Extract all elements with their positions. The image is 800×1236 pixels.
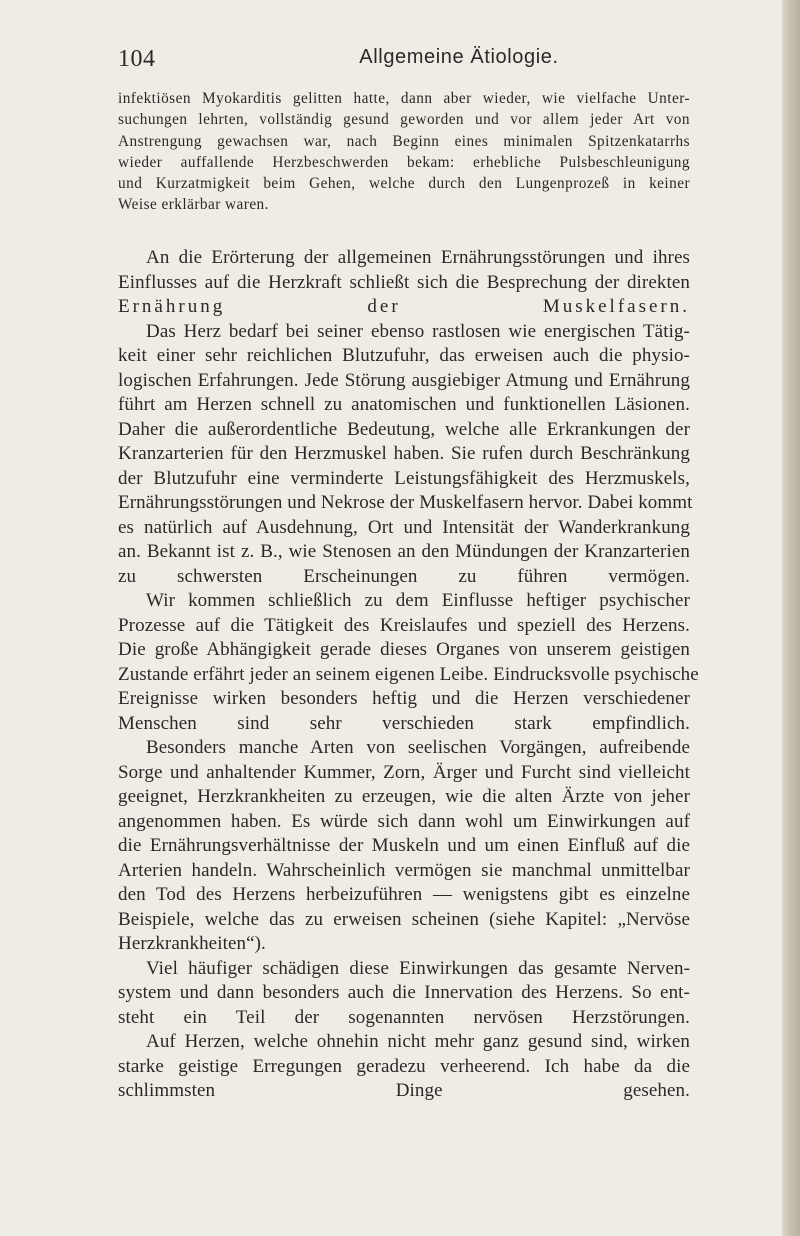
body-text	[118, 246, 699, 1104]
text-line: angenommen haben. Es würde sich dann wohl um Einwirkungen auf	[118, 810, 690, 832]
text-line: den Tod des Herzens herbeizuführen — wenigstens gibt es einzelne	[118, 884, 690, 905]
text-line: suchungen lehrten, vollständig gesund geworden und vor allem jeder Art von	[118, 111, 690, 129]
text-line: Die große Abhängigkeit gerade dieses Organes von unserem geistigen	[118, 639, 690, 660]
intro-small-print	[118, 88, 690, 216]
text-line: system und dann besonders auch die Innervation des Herzens. So ent-	[118, 982, 690, 1003]
text-line: Auf Herzen, welche ohnehin nicht mehr ganz gesund sind, wirken	[146, 1031, 690, 1052]
page-edge-shadow	[782, 0, 800, 1236]
text-line: Ernährung der Muskelfasern.	[118, 296, 690, 317]
text-line: Das Herz bedarf bei seiner ebenso rastlosen wie energischen Tätig-	[146, 320, 690, 342]
text-line: Viel häufiger schädigen diese Einwirkungen das gesamte Nerven-	[146, 957, 690, 979]
text-line: die Ernährungsverhältnisse der Muskeln und um einen Einfluß auf die	[118, 835, 690, 856]
text-line: Anstrengung gewachsen war, nach Beginn eines minimalen Spitzenkatarrhs	[118, 132, 690, 150]
text-line: Besonders manche Arten von seelischen Vorgängen, aufreibende	[146, 737, 690, 758]
text-line: zu schwersten Erscheinungen zu führen vermögen.	[118, 565, 690, 587]
text-line: Ereignisse wirken besonders heftig und die Herzen verschiedener	[118, 688, 690, 709]
text-line: Menschen sind sehr verschieden stark empfindlich.	[118, 712, 690, 734]
text-line: und Kurzatmigkeit beim Gehen, welche durch den Lungenprozeß in keiner	[118, 175, 690, 193]
text-line: es natürlich auf Ausdehnung, Ort und Intensität der Wanderkrankung	[118, 516, 690, 538]
text-line: geeignet, Herzkrankheiten zu erzeugen, wie die alten Ärzte von jeher	[118, 786, 690, 807]
text-line: führt am Herzen schnell zu anatomischen und funktionellen Läsionen.	[118, 394, 690, 415]
text-line: Herzkrankheiten“).	[118, 933, 266, 954]
text-line: schlimmsten Dinge gesehen.	[118, 1080, 690, 1101]
text-line: der Blutzufuhr eine verminderte Leistungsfähigkeit des Herzmuskels,	[118, 467, 690, 489]
text-line: An die Erörterung der allgemeinen Ernährungsstörungen und ihres	[146, 247, 690, 268]
text-line: starke geistige Erregungen geradezu verheerend. Ich habe da die	[118, 1055, 690, 1077]
text-line: Arterien handeln. Wahrscheinlich vermögen sie manchmal unmittelbar	[118, 859, 690, 881]
text-line: wieder auffallende Herzbeschwerden bekam: erhebliche Pulsbeschleunigung	[118, 153, 690, 171]
text-line: Daher die außerordentliche Bedeutung, welche alle Erkrankungen der	[118, 418, 690, 440]
text-line: Sorge und anhaltender Kummer, Zorn, Ärger und Furcht sind vielleicht	[118, 761, 690, 783]
text-line: Zustande erfährt jeder an seinem eigenen Leibe. Eindrucksvolle psychische	[118, 663, 699, 685]
page-header	[118, 46, 678, 76]
text-line: an. Bekannt ist z. B., wie Stenosen an den Mündungen der Kranzarterien	[118, 541, 690, 562]
text-line: Wir kommen schließlich zu dem Einflusse heftiger psychischer	[146, 590, 690, 611]
text-line: Einflusses auf die Herzkraft schließt sich die Besprechung der direkten	[118, 271, 690, 293]
text-line: steht ein Teil der sogenannten nervösen Herzstörungen.	[118, 1006, 690, 1028]
text-line: Ernährungsstörungen und Nekrose der Muskelfasern hervor. Dabei kommt	[118, 492, 693, 513]
text-line: Kranzarterien für den Herzmuskel haben. Sie rufen durch Beschränkung	[118, 443, 690, 464]
text-line: logischen Erfahrungen. Jede Störung ausgiebiger Atmung und Ernährung	[118, 369, 690, 391]
text-line: Weise erklärbar waren.	[118, 196, 269, 214]
text-line: Beispiele, welche das zu erweisen scheinen (siehe Kapitel: „Nervöse	[118, 908, 690, 930]
text-line: infektiösen Myokarditis gelitten hatte, dann aber wieder, wie vielfache Unter-	[118, 90, 690, 107]
text-line: keit einer sehr reichlichen Blutzufuhr, das erweisen auch die physio-	[118, 345, 690, 366]
text-line: Prozesse auf die Tätigkeit des Kreislaufes und speziell des Herzens.	[118, 614, 690, 636]
running-title: Allgemeine Ätiologie.	[359, 46, 559, 68]
page-number: 104	[118, 46, 156, 72]
